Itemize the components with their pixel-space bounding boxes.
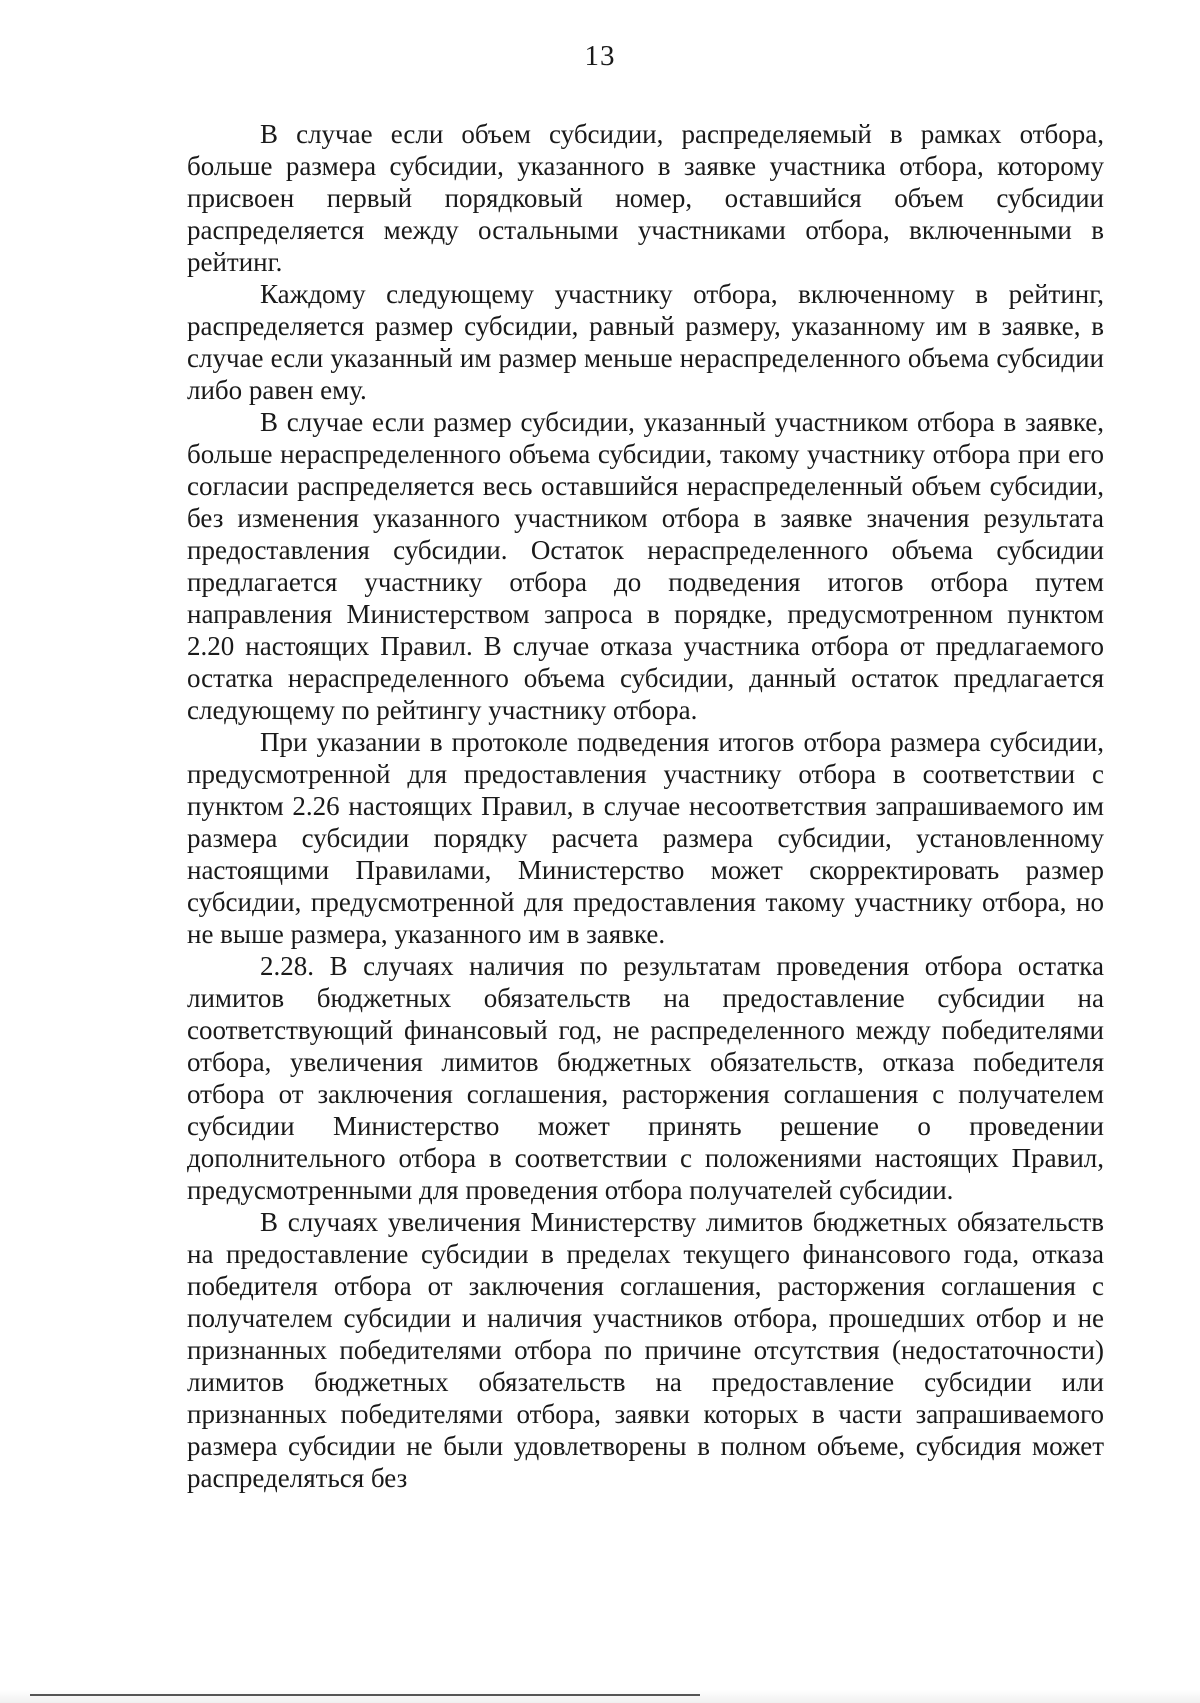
paragraph: 2.28. В случаях наличия по результатам проведения отбора остатка лимитов бюджетных обязательств на предоставление субсидии на соответствующий финансовый год, не распределенного между победителями отбора, увеличения лимитов бюджетных обязательств, отказа победителя отбора от заключения соглашения, расторжения соглашения с получателем субсидии Министерство может принять решение о проведении дополнительного отбора в соответствии с положениями настоящих Правил, предусмотренными для проведения отбора получателей субсидии. — [187, 951, 1104, 1205]
page-bottom-edge — [0, 1690, 1200, 1703]
paragraph: Каждому следующему участнику отбора, включенному в рейтинг, распределяется размер субсидии, равный размеру, указанному им в заявке, в случае если указанный им размер меньше нераспределенного объема субсидии либо равен ему. — [187, 279, 1104, 405]
paragraph: При указании в протоколе подведения итогов отбора размера субсидии, предусмотренной для предоставления участнику отбора в соответствии с пунктом 2.26 настоящих Правил, в случае несоответствия запрашиваемого им размера субсидии порядку расчета размера субсидии, установленному настоящими Правилами, Министерство может скорректировать размер субсидии, предусмотренной для предоставления такому участнику отбора, но не выше размера, указанного им в заявке. — [187, 727, 1104, 949]
paragraph: В случае если размер субсидии, указанный участником отбора в заявке, больше нераспределенного объема субсидии, такому участнику отбора при его согласии распределяется весь оставшийся нераспределенный объем субсидии, без изменения указанного участником отбора в заявке значения результата предоставления субсидии. Остаток нераспределенного объема субсидии предлагается участнику отбора до подведения итогов отбора путем направления Министерством запроса в порядке, предусмотренном пунктом 2.20 настоящих Правил. В случае отказа участника отбора от предлагаемого остатка нераспределенного объема субсидии, данный остаток предлагается следующему по рейтингу участнику отбора. — [187, 407, 1104, 725]
document-body — [187, 118, 1104, 1494]
paragraph: В случаях увеличения Министерству лимитов бюджетных обязательств на предоставление субсидии в пределах текущего финансового года, отказа победителя отбора от заключения соглашения, расторжения соглашения с получателем субсидии и наличия участников отбора, прошедших отбор и не признанных победителями отбора по причине отсутствия (недостаточности) лимитов бюджетных обязательств на предоставление субсидии или признанных победителями отбора, заявки которых в части запрашиваемого размера субсидии не были удовлетворены в полном объеме, субсидия может распределяться без — [187, 1207, 1104, 1493]
scan-edge-line — [30, 1694, 700, 1696]
paragraph: В случае если объем субсидии, распределяемый в рамках отбора, больше размера субсидии, указанного в заявке участника отбора, которому присвоен первый порядковый номер, оставшийся объем субсидии распределяется между остальными участниками отбора, включенными в рейтинг. — [187, 119, 1104, 277]
page-number: 13 — [584, 40, 616, 72]
